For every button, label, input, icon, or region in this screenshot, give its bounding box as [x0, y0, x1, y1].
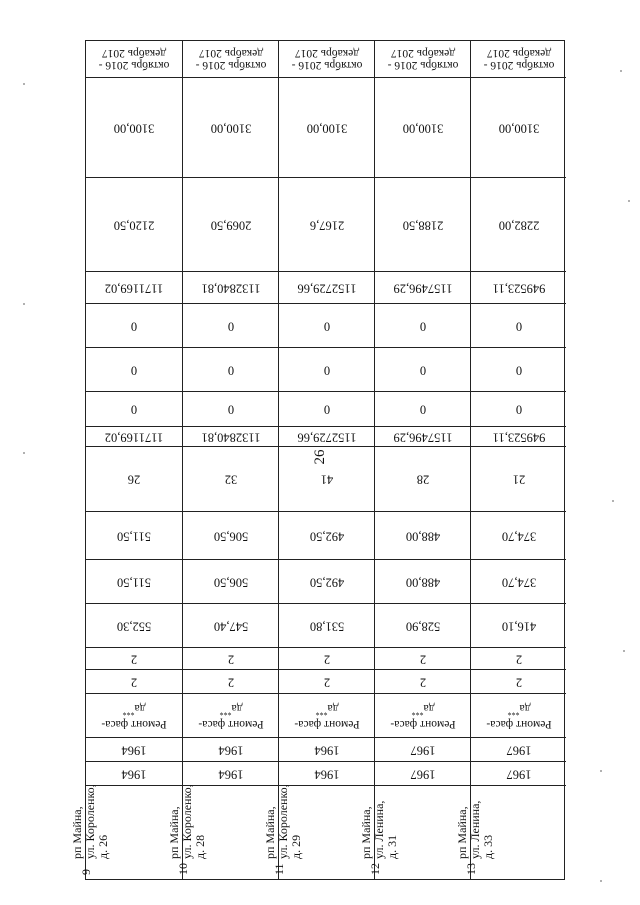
scan-speck	[23, 83, 25, 85]
cell-v5	[279, 511, 374, 559]
value-v9: 0	[130, 363, 138, 377]
cell-v2	[375, 669, 470, 693]
cell-year1	[375, 737, 470, 761]
cell-v11	[471, 426, 566, 446]
cell-year2	[279, 761, 374, 785]
scan-speck	[612, 500, 614, 502]
cell-v4	[471, 559, 566, 603]
cell-v8	[86, 303, 182, 347]
cell-work	[279, 693, 374, 737]
cell-v4	[279, 559, 374, 603]
value-year1: 1967	[506, 743, 531, 757]
period-text: октябрь 2016 - декабрь 2017	[98, 47, 170, 71]
cell-v10	[279, 391, 374, 426]
cell-v13	[375, 77, 470, 177]
cell-v2	[86, 669, 182, 693]
value-v12: 2188,50	[402, 218, 443, 232]
value-year1: 1964	[121, 743, 147, 757]
cell-year2	[86, 761, 182, 785]
period-text: октябрь 2016 - декабрь 2017	[483, 47, 554, 71]
value-v8: 0	[227, 319, 234, 333]
page-number: 26	[312, 449, 328, 465]
cell-period	[375, 41, 470, 77]
value-v5: 506,50	[213, 529, 248, 543]
cell-v7	[183, 271, 278, 303]
value-v3: 552,30	[116, 619, 152, 633]
value-v3: 416,10	[501, 619, 536, 633]
value-v2: 2	[323, 675, 330, 689]
cell-v13	[183, 77, 278, 177]
value-v8: 0	[419, 319, 426, 333]
value-v1: 2	[130, 652, 138, 666]
period-text: октябрь 2016 - декабрь 2017	[387, 47, 458, 71]
row-number: 13	[464, 863, 478, 875]
cell-v9	[183, 347, 278, 391]
cell-v11	[279, 426, 374, 446]
cell-v10	[375, 391, 470, 426]
cell-address	[455, 785, 566, 881]
address-text: рп Майна, ул. Короленко, д. 26	[70, 784, 110, 859]
cell-v6	[183, 446, 278, 511]
cell-v1	[375, 647, 470, 669]
scan-speck	[620, 70, 622, 72]
value-v10: 0	[227, 402, 234, 417]
cell-v7	[279, 271, 374, 303]
cell-year2	[471, 761, 566, 785]
value-v2: 2	[227, 675, 234, 689]
value-v9: 0	[323, 363, 330, 377]
value-v5: 488,00	[405, 529, 440, 543]
scan-speck	[600, 880, 602, 882]
cell-v5	[183, 511, 278, 559]
value-v11: 1157496,29	[393, 430, 452, 444]
value-v4: 506,50	[213, 575, 248, 589]
value-v3: 528,90	[405, 619, 440, 633]
value-v10: 0	[323, 402, 330, 417]
cell-v1	[183, 647, 278, 669]
cell-year1	[86, 737, 182, 761]
cell-work	[375, 693, 470, 737]
value-v11: 1132840,81	[201, 430, 260, 444]
value-v11: 1171169,02	[104, 430, 164, 444]
value-v11: 949523,11	[492, 430, 545, 444]
cell-v13	[471, 77, 566, 177]
work-type-text: Ремонт фаса- да***	[197, 701, 264, 730]
value-v7: 1152729,66	[297, 281, 356, 295]
value-v6: 28	[416, 472, 429, 487]
cell-v6	[279, 446, 374, 511]
value-v10: 0	[130, 402, 138, 417]
value-v13: 3100,00	[498, 121, 539, 135]
cell-v7	[375, 271, 470, 303]
cell-v12	[279, 177, 374, 271]
value-v6: 21	[512, 472, 525, 487]
value-v7: 1171169,02	[104, 281, 164, 295]
cell-v10	[471, 391, 566, 426]
cell-v13	[86, 77, 182, 177]
row-number: 10	[176, 863, 190, 875]
scan-speck	[600, 770, 602, 772]
cell-v9	[279, 347, 374, 391]
cell-v9	[471, 347, 566, 391]
scan-speck	[23, 452, 25, 454]
cell-v2	[471, 669, 566, 693]
value-v2: 2	[419, 675, 426, 689]
value-v6: 32	[224, 472, 237, 487]
value-v4: 492,50	[309, 575, 344, 589]
cell-v10	[86, 391, 182, 426]
cell-v8	[183, 303, 278, 347]
address-text: рп Майна, ул. Короленко, д. 29	[263, 784, 303, 859]
row-number: 11	[272, 863, 286, 875]
cell-v11	[183, 426, 278, 446]
value-year2: 1967	[410, 767, 435, 781]
cell-v1	[86, 647, 182, 669]
cell-v3	[183, 603, 278, 647]
cell-period	[471, 41, 566, 77]
value-v6: 41	[320, 472, 333, 487]
value-v2: 2	[515, 675, 522, 689]
cell-v6	[86, 446, 182, 511]
value-v6: 26	[127, 472, 141, 487]
period-text: октябрь 2016 - декабрь 2017	[291, 47, 362, 71]
cell-period	[183, 41, 278, 77]
value-v11: 1152729,66	[297, 430, 356, 444]
value-v5: 492,50	[309, 529, 344, 543]
value-v7: 1157496,29	[393, 281, 452, 295]
scan-speck	[623, 650, 625, 652]
cell-v7	[86, 271, 182, 303]
value-v7: 949523,11	[492, 281, 545, 295]
cell-v12	[375, 177, 470, 271]
value-v9: 0	[515, 363, 522, 377]
cell-v12	[183, 177, 278, 271]
cell-year2	[183, 761, 278, 785]
value-v1: 2	[227, 652, 234, 666]
cell-v5	[375, 511, 470, 559]
address-text: рп Майна, ул. Ленина, д. 31	[359, 800, 399, 859]
cell-v9	[86, 347, 182, 391]
cell-v6	[471, 446, 566, 511]
cell-v10	[183, 391, 278, 426]
cell-v3	[279, 603, 374, 647]
cell-v8	[471, 303, 566, 347]
cell-v9	[375, 347, 470, 391]
cell-v8	[279, 303, 374, 347]
work-type-text: Ремонт фаса- да***	[293, 701, 360, 730]
cell-v4	[183, 559, 278, 603]
cell-year1	[279, 737, 374, 761]
value-v12: 2120,50	[113, 218, 155, 232]
table-row	[70, 41, 182, 879]
value-year2: 1964	[121, 767, 147, 781]
value-v12: 2167,6	[309, 218, 344, 232]
period-text: октябрь 2016 - декабрь 2017	[195, 47, 266, 71]
value-v9: 0	[227, 363, 234, 377]
value-v13: 3100,00	[306, 121, 347, 135]
value-v12: 2282,00	[498, 218, 539, 232]
value-v13: 3100,00	[402, 121, 443, 135]
value-v7: 1132840,81	[201, 281, 260, 295]
cell-v6	[375, 446, 470, 511]
cell-v8	[375, 303, 470, 347]
cell-work	[183, 693, 278, 737]
value-v10: 0	[419, 402, 426, 417]
cell-v12	[471, 177, 566, 271]
value-v12: 2069,50	[210, 218, 251, 232]
value-v4: 374,70	[501, 575, 536, 589]
value-year1: 1964	[314, 743, 339, 757]
value-v13: 3100,00	[113, 121, 155, 135]
address-text: рп Майна, ул. Короленко, д. 28	[167, 784, 207, 859]
value-v5: 374,70	[501, 529, 536, 543]
cell-v1	[279, 647, 374, 669]
value-v8: 0	[323, 319, 330, 333]
value-year1: 1964	[218, 743, 243, 757]
value-v4: 511,50	[117, 575, 151, 589]
cell-v11	[86, 426, 182, 446]
table-row	[359, 41, 470, 879]
table-row	[455, 41, 566, 879]
value-v13: 3100,00	[210, 121, 251, 135]
cell-v2	[183, 669, 278, 693]
cell-v12	[86, 177, 182, 271]
cell-v13	[279, 77, 374, 177]
cell-v5	[86, 511, 182, 559]
cell-v3	[86, 603, 182, 647]
cell-v5	[471, 511, 566, 559]
cell-year1	[183, 737, 278, 761]
work-type-text: Ремонт фаса- да***	[485, 701, 552, 730]
scan-speck	[23, 303, 25, 305]
row-number: 12	[368, 863, 382, 875]
value-v8: 0	[515, 319, 522, 333]
value-year2: 1964	[218, 767, 243, 781]
cell-v3	[375, 603, 470, 647]
value-v9: 0	[419, 363, 426, 377]
table-row	[167, 41, 278, 879]
work-type-text: Ремонт фаса- да***	[389, 701, 456, 730]
cell-v4	[375, 559, 470, 603]
value-v1: 2	[419, 652, 426, 666]
work-type-text: Ремонт фаса- да***	[101, 701, 167, 730]
address-text: рп Майна, ул. Ленина, д. 33	[455, 800, 495, 859]
value-v10: 0	[515, 402, 522, 417]
cell-period	[279, 41, 374, 77]
value-v2: 2	[130, 675, 138, 689]
cell-v2	[279, 669, 374, 693]
cell-work	[86, 693, 182, 737]
table-row	[263, 41, 374, 879]
value-v1: 2	[515, 652, 522, 666]
housing-repair-table	[70, 40, 565, 880]
value-v3: 547,40	[213, 619, 248, 633]
scan-speck	[628, 200, 630, 202]
value-year2: 1967	[506, 767, 531, 781]
cell-work	[471, 693, 566, 737]
cell-v7	[471, 271, 566, 303]
value-v1: 2	[323, 652, 330, 666]
value-v5: 511,50	[117, 529, 151, 543]
value-v8: 0	[130, 319, 138, 333]
row-number: 9	[79, 869, 93, 875]
value-year1: 1967	[410, 743, 435, 757]
value-v4: 488,00	[405, 575, 440, 589]
value-v3: 531,80	[309, 619, 344, 633]
cell-year1	[471, 737, 566, 761]
cell-year2	[375, 761, 470, 785]
cell-v4	[86, 559, 182, 603]
cell-v1	[471, 647, 566, 669]
cell-period	[86, 41, 182, 77]
value-year2: 1964	[314, 767, 339, 781]
cell-v11	[375, 426, 470, 446]
cell-v3	[471, 603, 566, 647]
